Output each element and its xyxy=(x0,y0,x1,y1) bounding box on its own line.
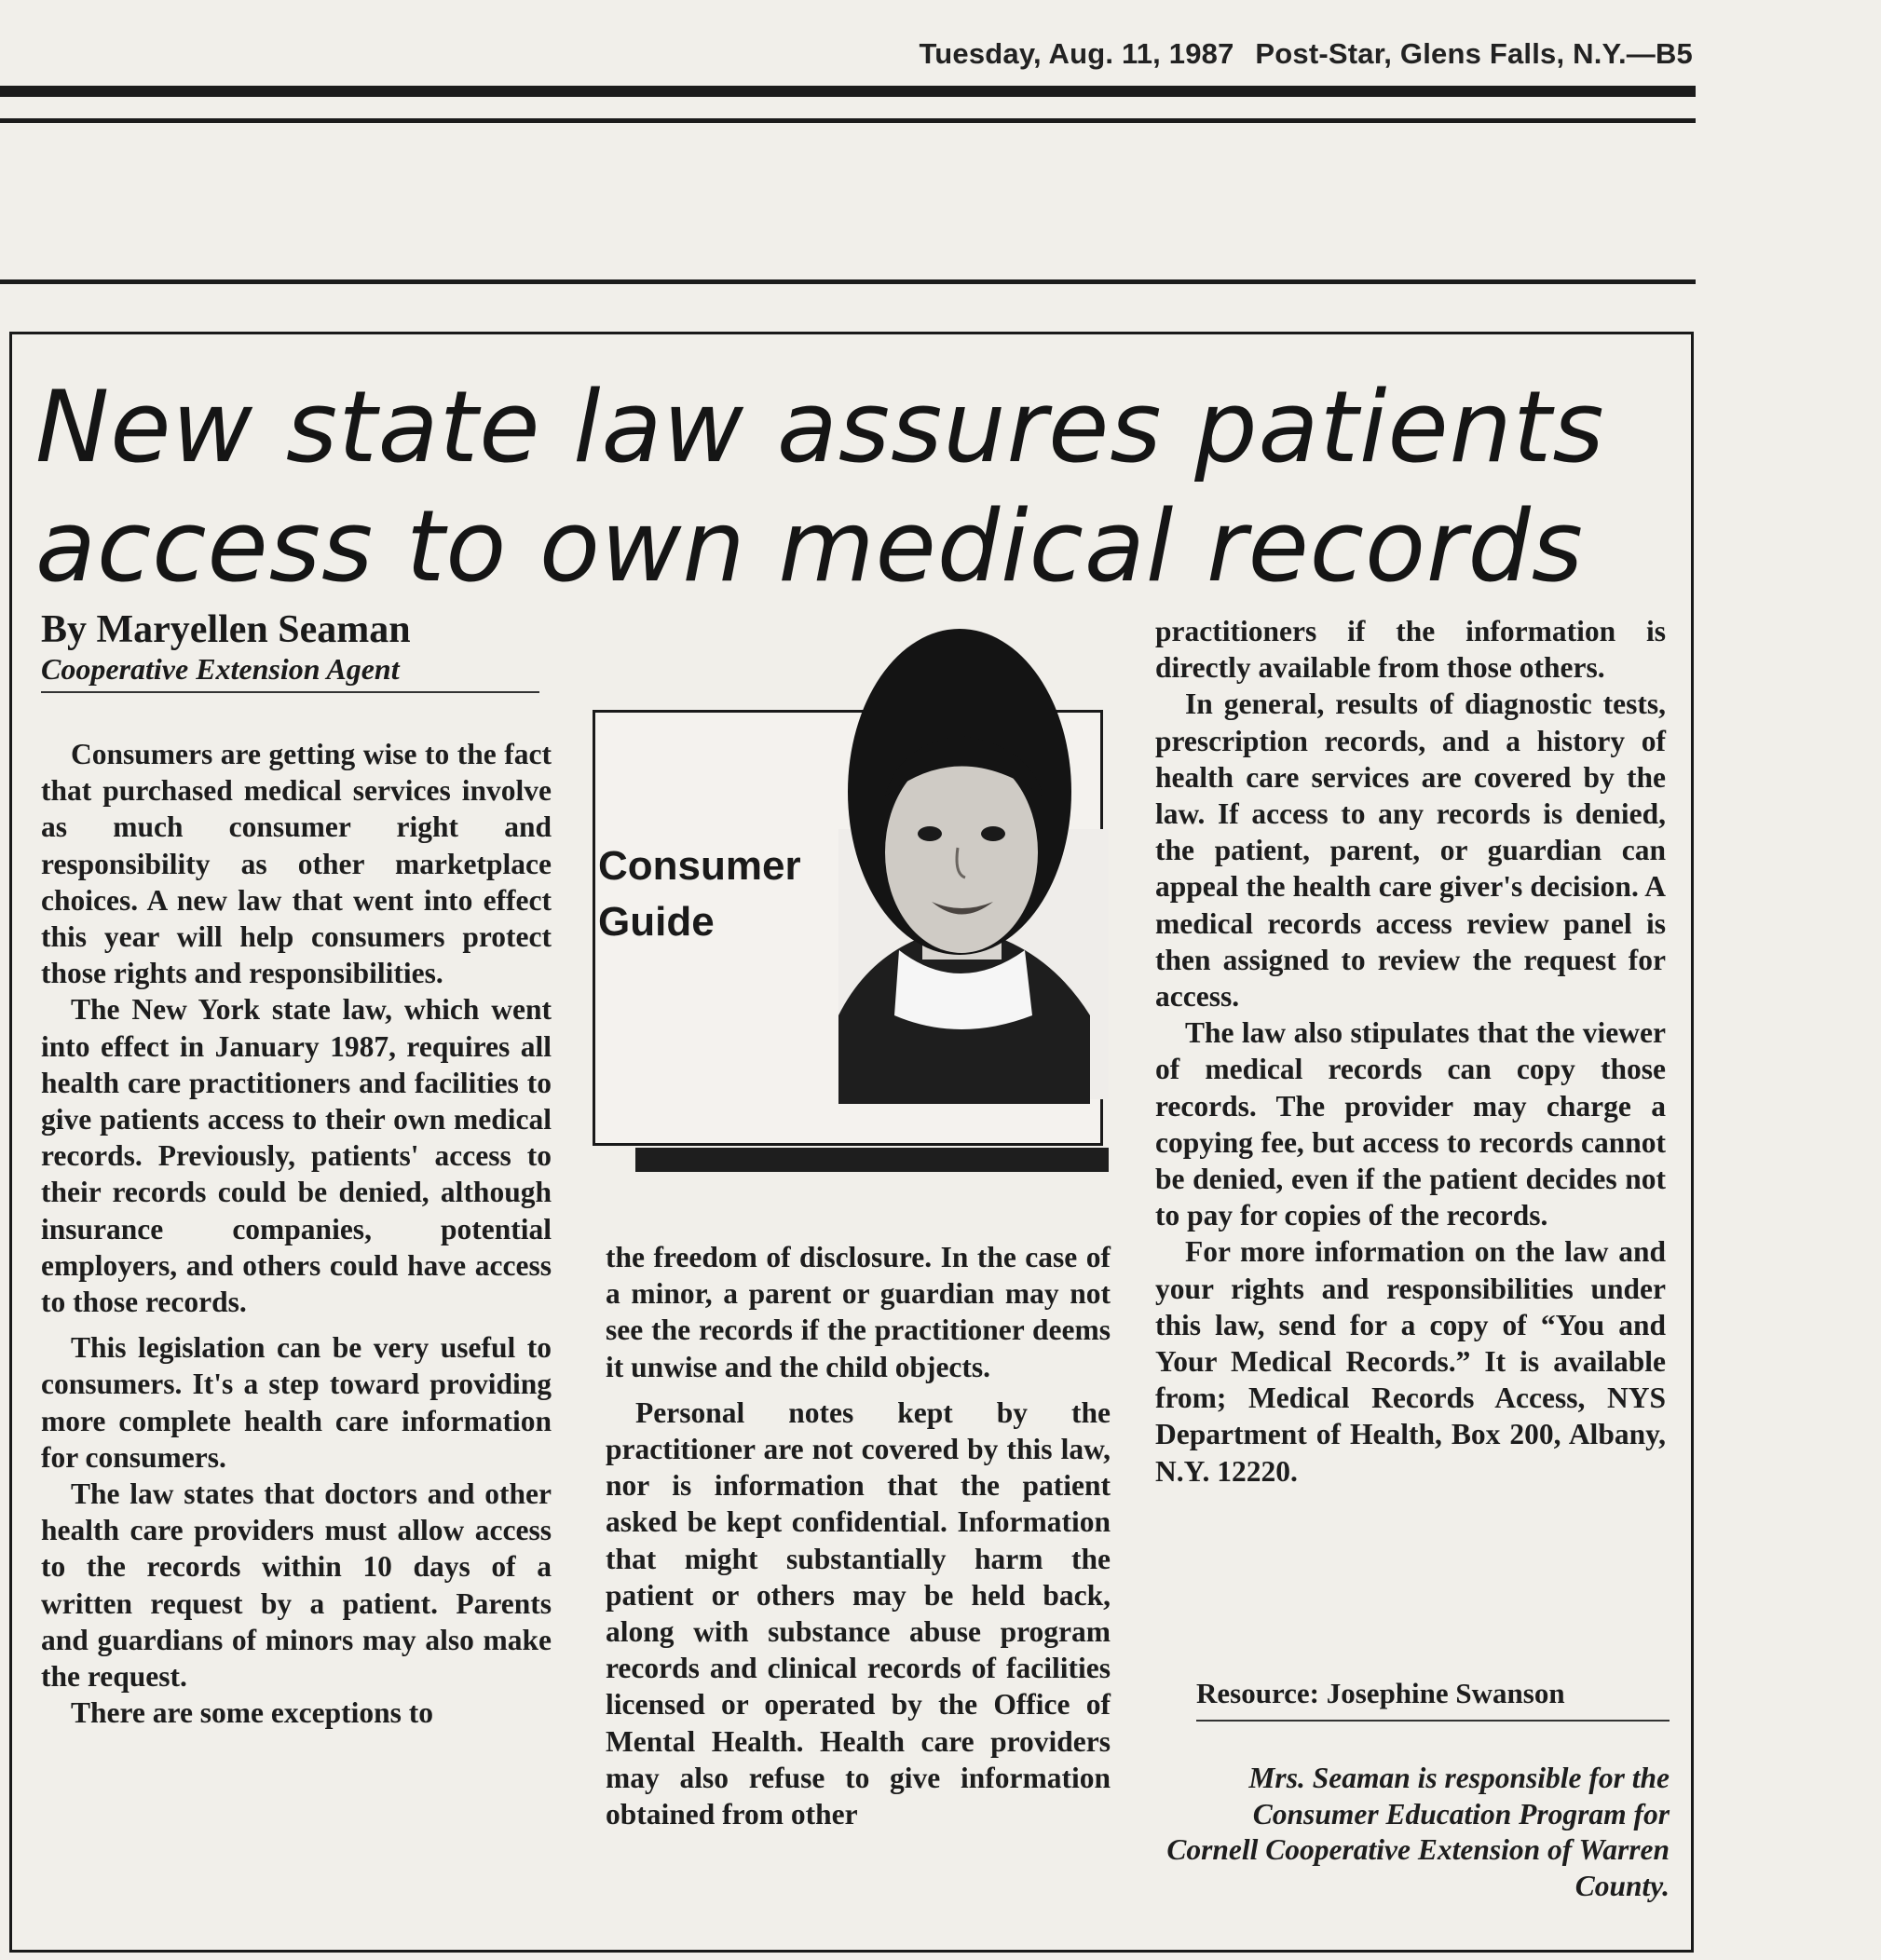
column3-paragraph: For more information on the law and your rights and responsibilities under this law, send for a copy of “You and Your Medical Records.” It is available from; Medical Records Access, NYS Department of Health, Box 200, Albany, N.Y. 12220. xyxy=(1155,1235,1666,1488)
article-column-3 xyxy=(1155,613,1666,1490)
consumer-guide-shadow xyxy=(635,1148,1109,1172)
column3-paragraph: practitioners if the information is directly available from those others. xyxy=(1155,615,1666,685)
article-column-1 xyxy=(41,736,552,1731)
masthead-rule-thick xyxy=(0,86,1696,97)
column1-paragraph: Consumers are getting wise to the fact that purchased medical services involve as much consumer right and responsibility as other marketplace choices. A new law that went into effect this year will help consumers protect those rights and responsibilities. xyxy=(41,738,552,990)
portrait-eye-left xyxy=(918,826,942,841)
article-column-2 xyxy=(606,1239,1111,1832)
column1-paragraph: The New York state law, which went into effect in January 1987, requires all health care practitioners and facilities to give patients access to their own medical records. Previously, patients' access to their records could be denied, although insurance companies, potential employers, and others could have access to those records. xyxy=(41,993,552,1319)
dateline-page: B5 xyxy=(1655,37,1693,70)
consumer-guide-label-line1: Consumer xyxy=(598,843,801,889)
author-bio: Mrs. Seaman is responsible for the Consumer Education Program for Cornell Cooperative Extension of Warren County. xyxy=(1166,1762,1670,1902)
headline: New state law assures patients access to own medical records xyxy=(35,370,1605,604)
dateline-dash: — xyxy=(1626,37,1656,70)
column1-paragraph: The law states that doctors and other health care providers must allow access to the records within 10 days of a written request by a patient. Parents and guardians of minors may also make the request. xyxy=(41,1477,552,1694)
portrait-face xyxy=(885,752,1038,953)
consumer-guide-label xyxy=(598,838,801,950)
dateline-paper: Post-Star, Glens Falls, N.Y. xyxy=(1255,37,1627,70)
dateline-date: Tuesday, Aug. 11, 1987 xyxy=(919,37,1234,70)
column3-paragraph: The law also stipulates that the viewer of medical records can copy those records. The provider may charge a copying fee, but access to records cannot be denied, even if the patient decides not to pay for copies of the records. xyxy=(1155,1016,1666,1232)
author-portrait-image xyxy=(820,606,1109,1109)
column1-paragraph: There are some exceptions to xyxy=(71,1696,433,1730)
byline-title: Cooperative Extension Agent xyxy=(41,652,400,686)
byline-divider xyxy=(41,691,539,693)
resource-divider xyxy=(1196,1720,1670,1722)
column2-paragraph: the freedom of disclosure. In the case of a minor, a parent or guardian may not see the records if the practitioner deems it unwise and the child objects. xyxy=(606,1241,1111,1383)
column3-paragraph: In general, results of diagnostic tests, prescription records, and a history of health care services are covered by the law. If access to any records is denied, the patient, parent, or guardian can appeal the health care giver's decision. A medical records access review panel is then assigned to review the request for access. xyxy=(1155,687,1666,1014)
portrait-eye-right xyxy=(981,826,1005,841)
section-divider-rule xyxy=(0,279,1696,284)
column2-paragraph: Personal notes kept by the practitioner are not covered by this law, nor is information that the patient asked be kept confidential. Information that might substantially harm the patient or others may be held back, along with substance abuse program records and clinical records of facilities licensed or operated by the Office of Mental Health. Health care providers may also refuse to give information obtained from other xyxy=(606,1395,1111,1831)
resource-credit: Resource: Josephine Swanson xyxy=(1196,1677,1565,1709)
masthead-rule-thin xyxy=(0,118,1696,123)
column1-paragraph: This legislation can be very useful to consumers. It's a step toward providing more complete health care information for consumers. xyxy=(41,1331,552,1474)
dateline xyxy=(919,37,1693,71)
byline-author: By Maryellen Seaman xyxy=(41,608,411,651)
consumer-guide-label-line2: Guide xyxy=(598,899,715,945)
